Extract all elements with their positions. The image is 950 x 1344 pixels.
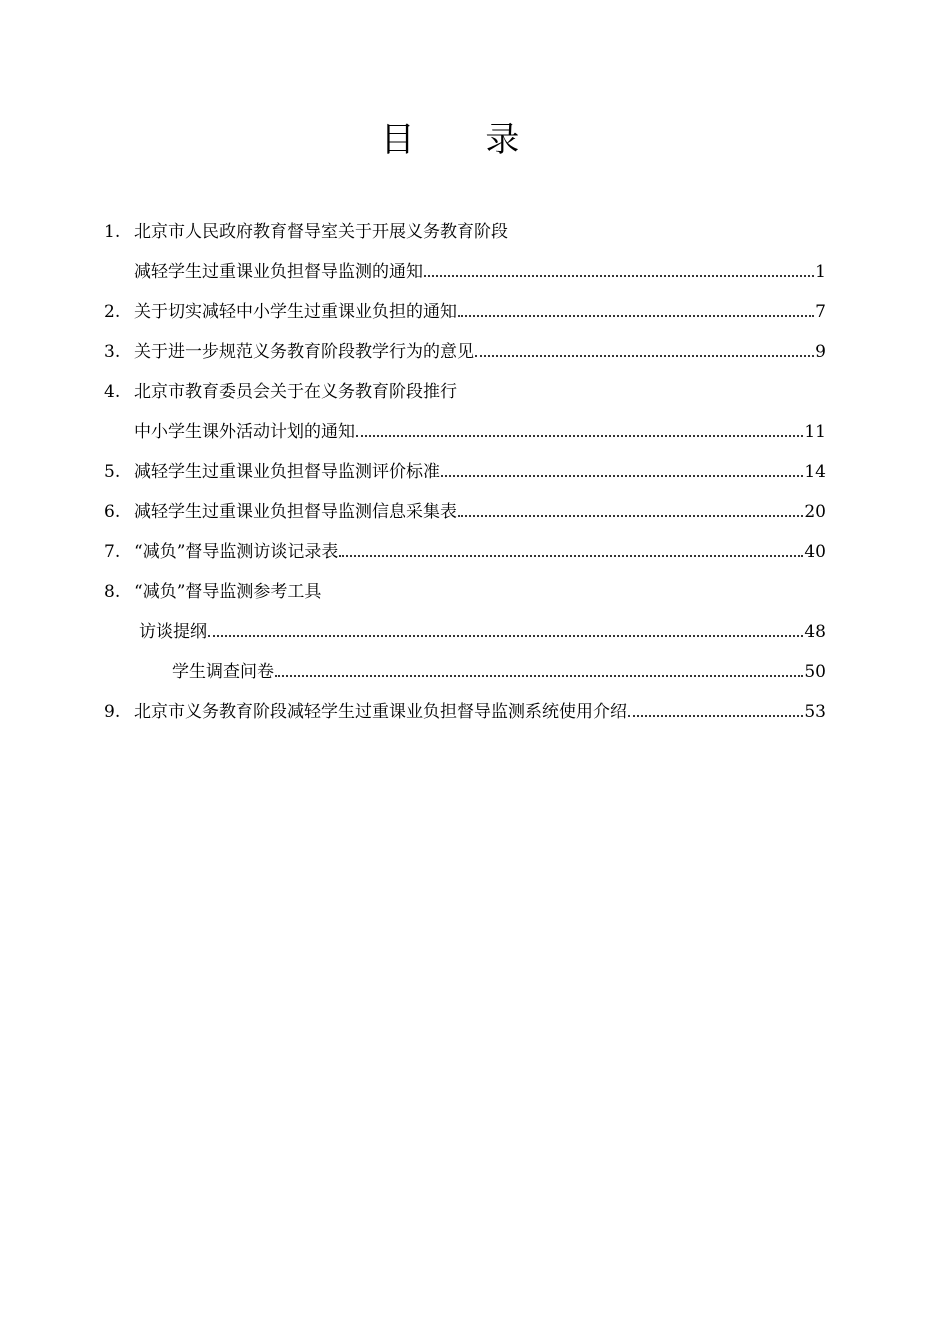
toc-leader-dots xyxy=(628,714,803,717)
toc-page-number: 48 xyxy=(804,622,826,642)
toc-leader-dots xyxy=(356,434,803,437)
toc-entry-number: 2. xyxy=(104,302,121,322)
toc-entry-number: 6. xyxy=(104,502,121,522)
toc-page-number: 11 xyxy=(804,422,826,442)
toc-entry-7[interactable] xyxy=(104,538,826,578)
toc-leader-dots xyxy=(441,474,803,477)
toc-entry-2[interactable] xyxy=(104,298,826,338)
toc-entry-1-heading[interactable] xyxy=(104,218,826,258)
toc-entry-text: 学生调查问卷 xyxy=(172,662,274,682)
toc-entry-8-interview-outline[interactable] xyxy=(104,618,826,658)
toc-entry-text: 关于切实减轻中小学生过重课业负担的通知 xyxy=(134,302,457,322)
toc-entry-3[interactable] xyxy=(104,338,826,378)
toc-entry-8-student-survey[interactable] xyxy=(104,658,826,698)
toc-entry-text: 减轻学生过重课业负担督导监测信息采集表 xyxy=(134,502,457,522)
toc-leader-dots xyxy=(339,554,803,557)
toc-entry-9[interactable] xyxy=(104,698,826,738)
toc-entry-number: 1. xyxy=(104,222,121,242)
toc-page-number: 9 xyxy=(815,342,826,362)
toc-entry-number: 9. xyxy=(104,702,121,722)
toc-entry-number: 4. xyxy=(104,382,121,402)
toc-page-number: 14 xyxy=(804,462,826,482)
toc-entry-text: 关于进一步规范义务教育阶段教学行为的意见 xyxy=(134,342,474,362)
toc-leader-dots xyxy=(424,274,814,277)
toc-entry-text: 北京市义务教育阶段减轻学生过重课业负担督导监测系统使用介绍 xyxy=(134,702,627,722)
toc-entry-1[interactable] xyxy=(104,258,826,298)
toc-page-number: 20 xyxy=(804,502,826,522)
toc-entry-8-heading[interactable] xyxy=(104,578,826,618)
toc-entry-text: 访谈提纲 xyxy=(139,622,207,642)
toc-entry-text: 减轻学生过重课业负担督导监测的通知 xyxy=(134,262,423,282)
toc-page-number: 53 xyxy=(804,702,826,722)
toc-page-number: 1 xyxy=(815,262,826,282)
toc-entry-text: 北京市人民政府教育督导室关于开展义务教育阶段 xyxy=(134,222,508,242)
toc-leader-dots xyxy=(208,634,803,637)
toc-entry-number: 7. xyxy=(104,542,121,562)
toc-entry-text: 北京市教育委员会关于在义务教育阶段推行 xyxy=(134,382,457,402)
toc-leader-dots xyxy=(475,354,814,357)
toc-entry-number: 5. xyxy=(104,462,121,482)
toc-entry-text: “减负”督导监测参考工具 xyxy=(134,582,322,602)
toc-entry-text: 减轻学生过重课业负担督导监测评价标准 xyxy=(134,462,440,482)
toc-entry-6[interactable] xyxy=(104,498,826,538)
toc-entry-number: 3. xyxy=(104,342,121,362)
toc-entry-4-heading[interactable] xyxy=(104,378,826,418)
toc-leader-dots xyxy=(275,674,803,677)
toc-title: 目 录 xyxy=(380,120,550,160)
toc-entry-number: 8. xyxy=(104,582,121,602)
toc-entry-text: 中小学生课外活动计划的通知 xyxy=(134,422,355,442)
toc-entry-5[interactable] xyxy=(104,458,826,498)
toc-page-number: 50 xyxy=(804,662,826,682)
toc-page-number: 7 xyxy=(815,302,826,322)
toc-leader-dots xyxy=(458,314,814,317)
toc-leader-dots xyxy=(458,514,803,517)
table-of-contents xyxy=(104,218,826,738)
toc-entry-4[interactable] xyxy=(104,418,826,458)
toc-page-number: 40 xyxy=(804,542,826,562)
toc-entry-text: “减负”督导监测访谈记录表 xyxy=(134,542,339,562)
